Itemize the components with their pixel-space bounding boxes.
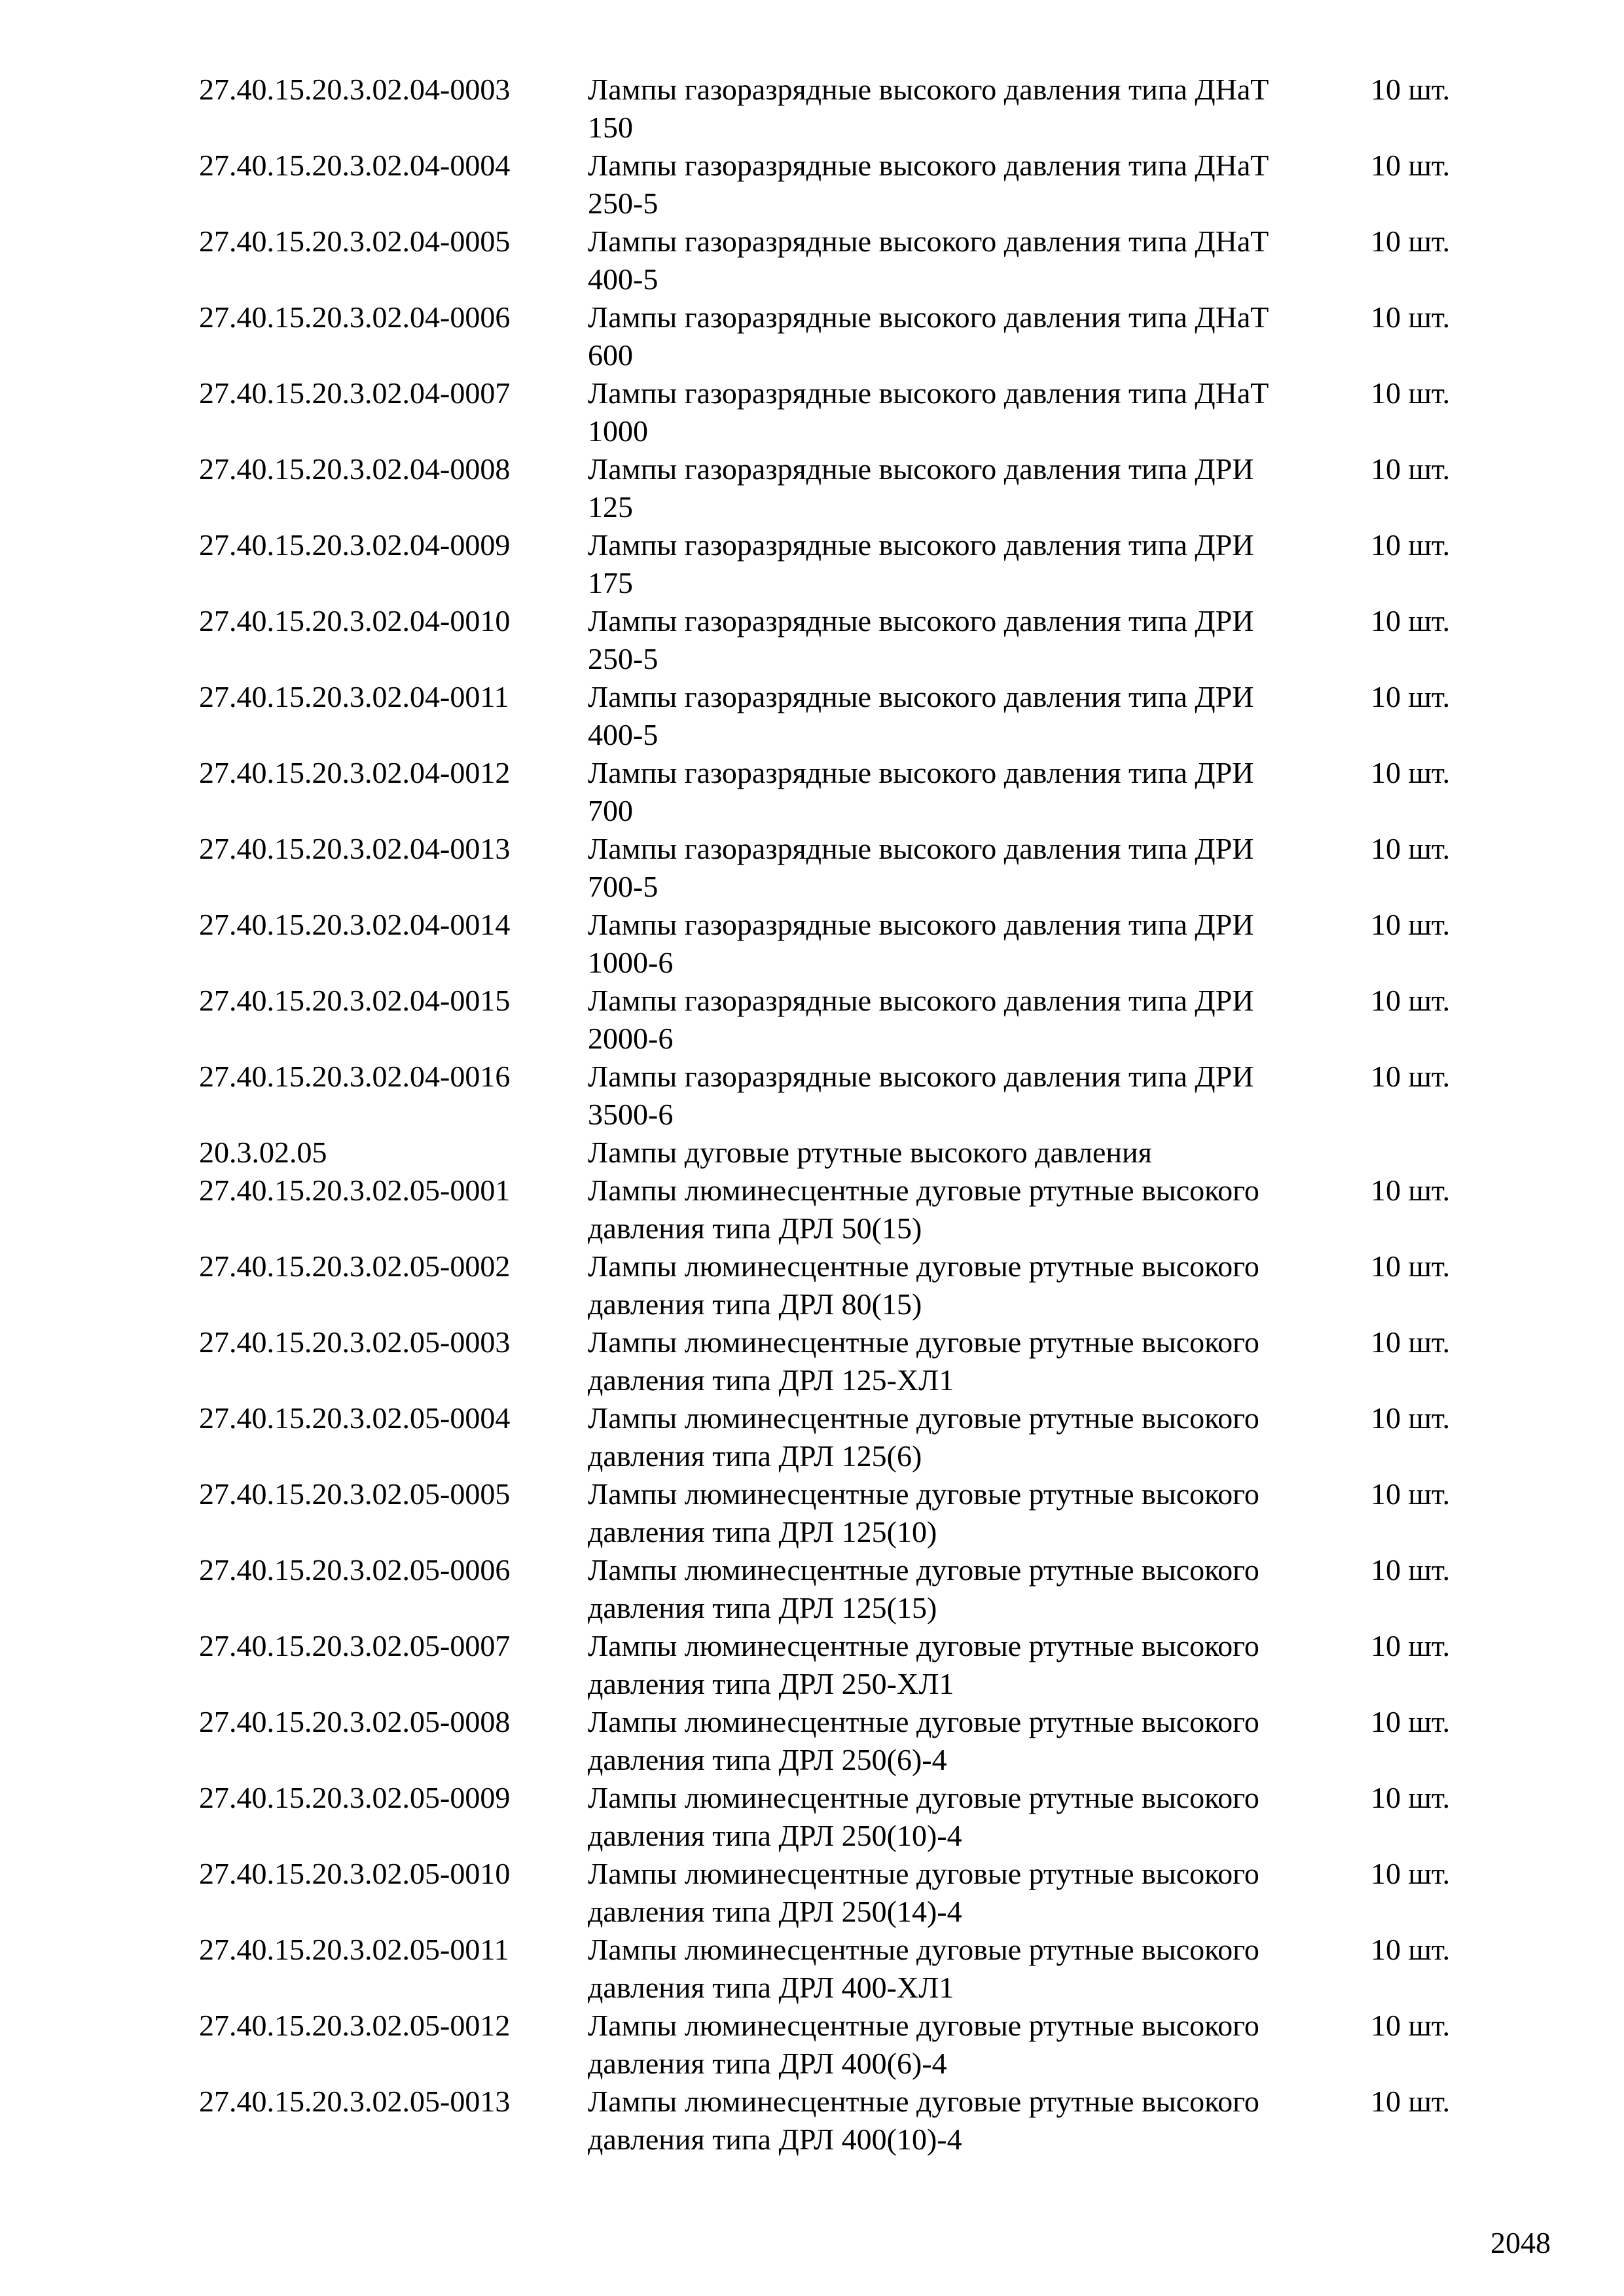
resource-name-line-1: Лампы газоразрядные высокого давления типа ДНаТ xyxy=(588,149,1269,182)
resource-name-line-2: давления типа ДРЛ 125-ХЛ1 xyxy=(588,1363,954,1397)
unit-of-measure: 10 шт. xyxy=(1371,1781,1451,1814)
resource-name xyxy=(588,678,1367,754)
resource-name xyxy=(588,2007,1367,2083)
resource-name-line-2: 250-5 xyxy=(588,187,659,220)
table-row xyxy=(199,2083,1495,2159)
resource-name-line-1: Лампы люминесцентные дуговые ртутные высокого xyxy=(588,1553,1259,1587)
resource-name-line-2: 150 xyxy=(588,111,633,144)
resource-code: 27.40.15.20.3.02.04-0008 xyxy=(199,452,511,486)
resource-name xyxy=(588,1323,1367,1399)
resource-code: 27.40.15.20.3.02.05-0005 xyxy=(199,1477,511,1511)
resource-code: 27.40.15.20.3.02.04-0009 xyxy=(199,528,511,562)
unit-of-measure: 10 шт. xyxy=(1371,1401,1451,1435)
resource-name-line-2: 3500-6 xyxy=(588,1098,674,1131)
resource-name-line-1: Лампы люминесцентные дуговые ртутные высокого xyxy=(588,1933,1259,1966)
resource-name-line-1: Лампы газоразрядные высокого давления типа ДНаТ xyxy=(588,300,1269,334)
resource-name-line-1: Лампы люминесцентные дуговые ртутные высокого xyxy=(588,1401,1259,1435)
unit-of-measure: 10 шт. xyxy=(1371,680,1451,713)
resource-name-line-1: Лампы газоразрядные высокого давления типа ДРИ xyxy=(588,604,1254,637)
table-row xyxy=(199,1551,1495,1627)
unit-of-measure: 10 шт. xyxy=(1371,376,1451,410)
table-row xyxy=(199,1475,1495,1551)
table-row xyxy=(199,1931,1495,2007)
resource-code: 27.40.15.20.3.02.05-0009 xyxy=(199,1781,511,1814)
resource-name xyxy=(588,1399,1367,1475)
resource-name-line-1: Лампы газоразрядные высокого давления типа ДРИ xyxy=(588,452,1254,486)
table-row xyxy=(199,71,1495,147)
resource-name-line-2: давления типа ДРЛ 250(10)-4 xyxy=(588,1819,962,1852)
table-row xyxy=(199,1172,1495,1247)
table-row xyxy=(199,374,1495,450)
resource-name-line-2: 400-5 xyxy=(588,718,659,751)
resource-name-line-1: Лампы газоразрядные высокого давления типа ДРИ xyxy=(588,1060,1254,1093)
table-row xyxy=(199,1703,1495,1779)
resource-name-line-1: Лампы газоразрядные высокого давления типа ДРИ xyxy=(588,528,1254,562)
table-row xyxy=(199,2007,1495,2083)
unit-of-measure: 10 шт. xyxy=(1371,1857,1451,1890)
resource-name-line-2: 175 xyxy=(588,566,633,600)
resource-name-line-2: давления типа ДРЛ 125(10) xyxy=(588,1515,937,1549)
resource-name-line-2: давления типа ДРЛ 50(15) xyxy=(588,1211,922,1245)
resource-name-line-2: 700-5 xyxy=(588,870,659,903)
resource-name-line-2: 1000 xyxy=(588,414,648,448)
table-row xyxy=(199,754,1495,830)
table-row xyxy=(199,526,1495,602)
resource-code: 27.40.15.20.3.02.05-0008 xyxy=(199,1705,511,1738)
resource-code: 27.40.15.20.3.02.04-0012 xyxy=(199,756,511,789)
resource-name xyxy=(588,1855,1367,1931)
resource-name xyxy=(588,754,1367,830)
resource-code: 27.40.15.20.3.02.05-0010 xyxy=(199,1857,511,1890)
unit-of-measure: 10 шт. xyxy=(1371,300,1451,334)
table-row xyxy=(199,1779,1495,1855)
resource-name-line-1: Лампы газоразрядные высокого давления типа ДРИ xyxy=(588,984,1254,1017)
resource-name-line-1: Лампы люминесцентные дуговые ртутные высокого xyxy=(588,1781,1259,1814)
resource-code: 27.40.15.20.3.02.04-0003 xyxy=(199,73,511,106)
unit-of-measure: 10 шт. xyxy=(1371,1477,1451,1511)
resource-code: 27.40.15.20.3.02.04-0004 xyxy=(199,149,511,182)
unit-of-measure: 10 шт. xyxy=(1371,1060,1451,1093)
resource-name-line-2: 250-5 xyxy=(588,642,659,675)
resource-name-line-2: давления типа ДРЛ 125(15) xyxy=(588,1591,937,1624)
resource-name-line-2: 600 xyxy=(588,338,633,372)
table-row xyxy=(199,1058,1495,1134)
unit-of-measure: 10 шт. xyxy=(1371,604,1451,637)
resource-name xyxy=(588,906,1367,982)
resource-name-line-1: Лампы газоразрядные высокого давления типа ДРИ xyxy=(588,756,1254,789)
resource-name-line-1: Лампы газоразрядные высокого давления типа ДНаТ xyxy=(588,224,1269,258)
unit-of-measure: 10 шт. xyxy=(1371,1553,1451,1587)
resource-name-line-1: Лампы газоразрядные высокого давления типа ДРИ xyxy=(588,832,1254,865)
resource-name xyxy=(588,1779,1367,1855)
resource-name xyxy=(588,602,1367,678)
resource-code: 27.40.15.20.3.02.05-0001 xyxy=(199,1174,511,1207)
unit-of-measure: 10 шт. xyxy=(1371,1933,1451,1966)
table-row xyxy=(199,223,1495,298)
resource-name xyxy=(588,1931,1367,2007)
resource-name xyxy=(588,1247,1367,1323)
resource-code: 27.40.15.20.3.02.05-0003 xyxy=(199,1325,511,1359)
table-row xyxy=(199,906,1495,982)
resource-code: 27.40.15.20.3.02.04-0010 xyxy=(199,604,511,637)
resource-name-line-1: Лампы люминесцентные дуговые ртутные высокого xyxy=(588,1705,1259,1738)
unit-of-measure: 10 шт. xyxy=(1371,149,1451,182)
unit-of-measure: 10 шт. xyxy=(1371,1174,1451,1207)
table-row xyxy=(199,1323,1495,1399)
resource-name-line-2: давления типа ДРЛ 400(10)-4 xyxy=(588,2123,962,2156)
table-row xyxy=(199,982,1495,1058)
resource-name xyxy=(588,526,1367,602)
resource-name xyxy=(588,2083,1367,2159)
resource-name xyxy=(588,830,1367,906)
resource-name-line-2: давления типа ДРЛ 125(6) xyxy=(588,1439,922,1473)
resource-name xyxy=(588,223,1367,298)
resource-code: 27.40.15.20.3.02.05-0013 xyxy=(199,2085,511,2118)
resource-name xyxy=(588,1703,1367,1779)
resource-code: 27.40.15.20.3.02.04-0014 xyxy=(199,908,511,941)
unit-of-measure: 10 шт. xyxy=(1371,908,1451,941)
resource-code: 27.40.15.20.3.02.05-0011 xyxy=(199,1933,509,1966)
unit-of-measure: 10 шт. xyxy=(1371,1629,1451,1662)
resource-name xyxy=(588,1551,1367,1627)
unit-of-measure: 10 шт. xyxy=(1371,528,1451,562)
resource-name-line-1: Лампы люминесцентные дуговые ртутные высокого xyxy=(588,2009,1259,2042)
section-header-row xyxy=(199,1134,1495,1172)
table-row xyxy=(199,450,1495,526)
resource-code: 27.40.15.20.3.02.04-0005 xyxy=(199,224,511,258)
unit-of-measure: 10 шт. xyxy=(1371,984,1451,1017)
resource-name-line-2: давления типа ДРЛ 400(6)-4 xyxy=(588,2047,947,2080)
table-row xyxy=(199,1247,1495,1323)
resource-code: 27.40.15.20.3.02.04-0016 xyxy=(199,1060,511,1093)
resource-name xyxy=(588,1627,1367,1703)
resource-code: 27.40.15.20.3.02.05-0012 xyxy=(199,2009,511,2042)
resource-name xyxy=(588,298,1367,374)
resource-code: 27.40.15.20.3.02.04-0007 xyxy=(199,376,511,410)
resource-code: 27.40.15.20.3.02.04-0011 xyxy=(199,680,509,713)
resource-name-line-1: Лампы люминесцентные дуговые ртутные высокого xyxy=(588,1477,1259,1511)
resource-name-line-1: Лампы люминесцентные дуговые ртутные высокого xyxy=(588,1249,1259,1283)
resource-name-line-1: Лампы люминесцентные дуговые ртутные высокого xyxy=(588,1629,1259,1662)
resource-name-line-1: Лампы люминесцентные дуговые ртутные высокого xyxy=(588,1325,1259,1359)
resource-name xyxy=(588,1058,1367,1134)
unit-of-measure: 10 шт. xyxy=(1371,1325,1451,1359)
unit-of-measure: 10 шт. xyxy=(1371,832,1451,865)
resource-name-line-1: Лампы газоразрядные высокого давления типа ДРИ xyxy=(588,680,1254,713)
unit-of-measure: 10 шт. xyxy=(1371,1705,1451,1738)
resource-code: 27.40.15.20.3.02.05-0006 xyxy=(199,1553,511,1587)
resource-name xyxy=(588,1475,1367,1551)
table-row xyxy=(199,678,1495,754)
table-row xyxy=(199,1855,1495,1931)
resource-name xyxy=(588,1172,1367,1247)
resource-name-line-2: 125 xyxy=(588,490,633,524)
resource-code: 27.40.15.20.3.02.05-0007 xyxy=(199,1629,511,1662)
resource-name-line-2: давления типа ДРЛ 250(6)-4 xyxy=(588,1743,947,1776)
resource-name-line-1: Лампы люминесцентные дуговые ртутные высокого xyxy=(588,1857,1259,1890)
resource-name-line-2: давления типа ДРЛ 250-ХЛ1 xyxy=(588,1667,954,1700)
section-code: 20.3.02.05 xyxy=(199,1136,327,1169)
unit-of-measure: 10 шт. xyxy=(1371,452,1451,486)
page-number: 2048 xyxy=(1490,2226,1551,2259)
unit-of-measure: 10 шт. xyxy=(1371,2009,1451,2042)
resource-code: 27.40.15.20.3.02.04-0013 xyxy=(199,832,511,865)
table-row xyxy=(199,147,1495,223)
table-row xyxy=(199,602,1495,678)
unit-of-measure: 10 шт. xyxy=(1371,756,1451,789)
resource-name-line-2: давления типа ДРЛ 80(15) xyxy=(588,1287,922,1321)
resource-name-line-2: давления типа ДРЛ 400-ХЛ1 xyxy=(588,1971,954,2004)
resource-name-line-1: Лампы газоразрядные высокого давления типа ДРИ xyxy=(588,908,1254,941)
unit-of-measure: 10 шт. xyxy=(1371,224,1451,258)
resource-name xyxy=(588,71,1367,147)
section-title-text: Лампы дуговые ртутные высокого давления xyxy=(588,1136,1152,1169)
resource-code: 27.40.15.20.3.02.05-0004 xyxy=(199,1401,511,1435)
resource-name-line-1: Лампы люминесцентные дуговые ртутные высокого xyxy=(588,1174,1259,1207)
resource-name-line-2: 700 xyxy=(588,794,633,827)
resource-name-line-2: 1000-6 xyxy=(588,946,674,979)
resource-name xyxy=(588,374,1367,450)
unit-of-measure: 10 шт. xyxy=(1371,2085,1451,2118)
resource-name-line-2: давления типа ДРЛ 250(14)-4 xyxy=(588,1895,962,1928)
resource-name xyxy=(588,450,1367,526)
table-row xyxy=(199,298,1495,374)
document-table xyxy=(199,71,1495,2159)
resource-code: 27.40.15.20.3.02.05-0002 xyxy=(199,1249,511,1283)
resource-name xyxy=(588,147,1367,223)
resource-name-line-1: Лампы газоразрядные высокого давления типа ДНаТ xyxy=(588,376,1269,410)
resource-name xyxy=(588,982,1367,1058)
unit-of-measure: 10 шт. xyxy=(1371,73,1451,106)
resource-name-line-2: 2000-6 xyxy=(588,1022,674,1055)
table-row xyxy=(199,1627,1495,1703)
resource-name-line-1: Лампы люминесцентные дуговые ртутные высокого xyxy=(588,2085,1259,2118)
table-row xyxy=(199,1399,1495,1475)
resource-name-line-1: Лампы газоразрядные высокого давления типа ДНаТ xyxy=(588,73,1269,106)
unit-of-measure: 10 шт. xyxy=(1371,1249,1451,1283)
resource-code: 27.40.15.20.3.02.04-0015 xyxy=(199,984,511,1017)
section-title xyxy=(588,1134,1367,1172)
resource-name-line-2: 400-5 xyxy=(588,262,659,296)
table-row xyxy=(199,830,1495,906)
resource-code: 27.40.15.20.3.02.04-0006 xyxy=(199,300,511,334)
